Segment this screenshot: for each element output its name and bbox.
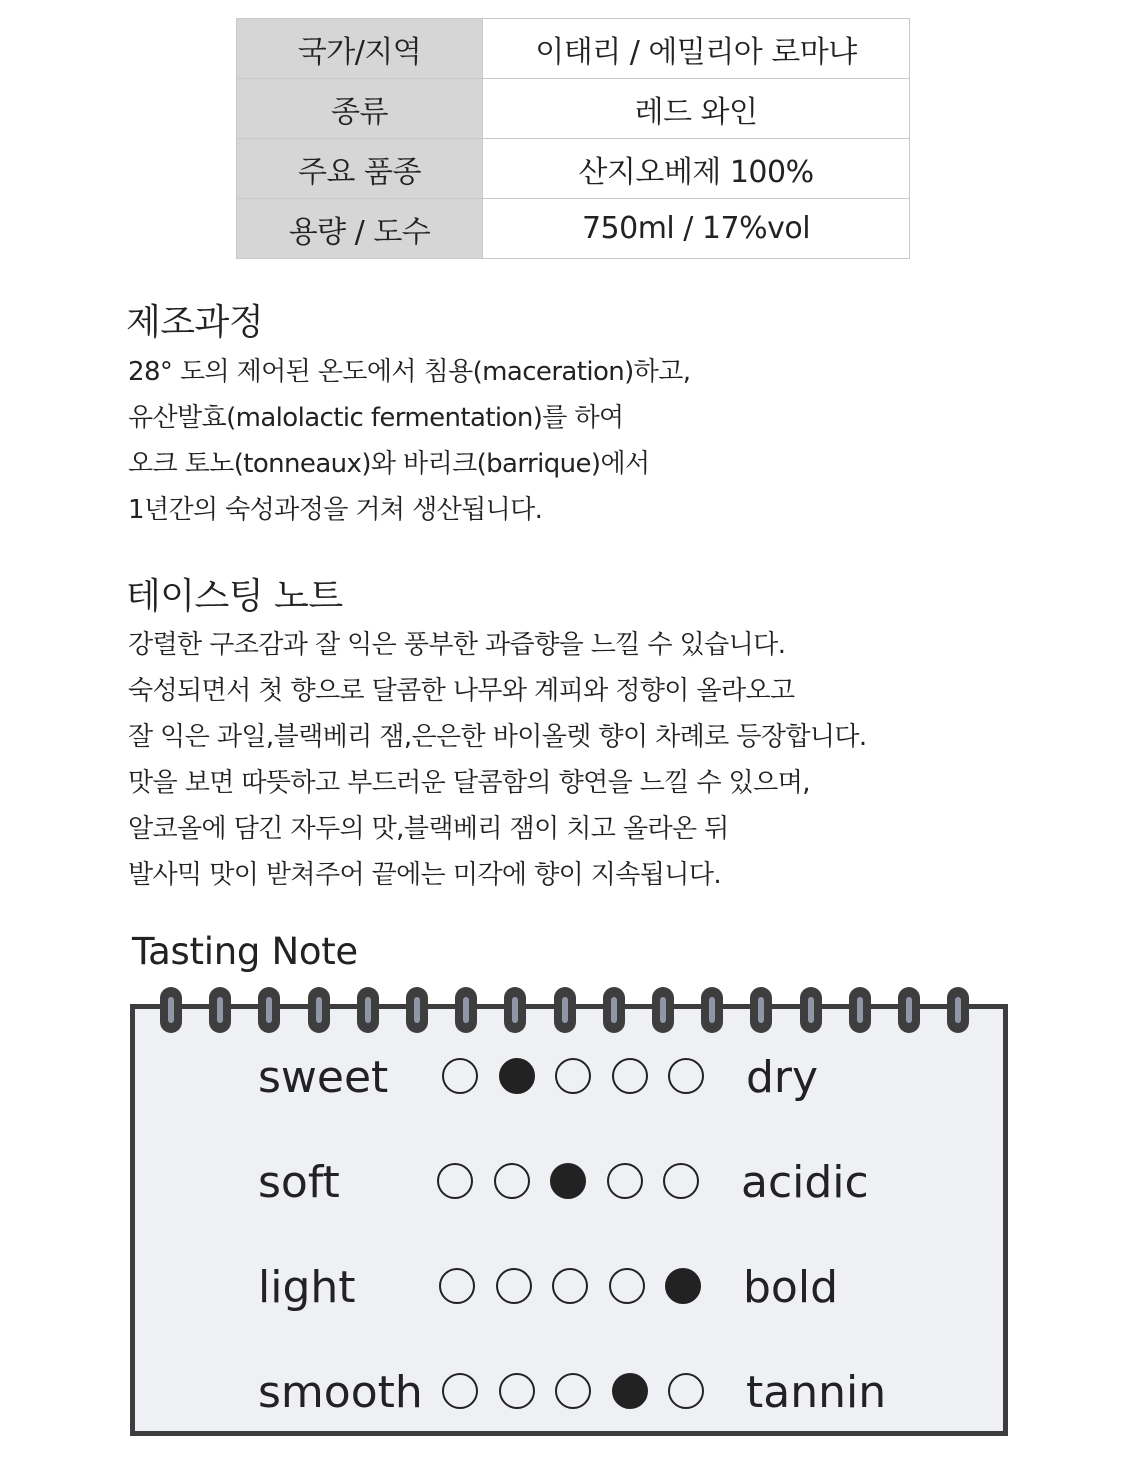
binding-ring [406,987,428,1033]
rating-dot-empty [439,1268,475,1304]
spiral-binding [160,987,980,1035]
tasting-line: 발사믹 맛이 받쳐주어 끝에는 미각에 향이 지속됩니다. [128,860,722,890]
rating-dot-empty [607,1163,643,1199]
binding-ring [357,987,379,1033]
spec-value: 레드 와인 [483,79,910,139]
process-line: 1년간의 숙성과정을 거쳐 생산됩니다. [128,495,543,525]
binding-ring [701,987,723,1033]
rating-dot-empty [494,1163,530,1199]
rating-dot-filled [499,1058,535,1094]
binding-ring [554,987,576,1033]
rating-dot-filled [550,1163,586,1199]
binding-ring [209,987,231,1033]
scale-row-smooth-tannin [0,1363,1145,1423]
binding-ring [603,987,625,1033]
scale-left-label: soft [258,1157,340,1208]
tasting-notes-text [128,622,867,898]
binding-ring [504,987,526,1033]
rating-dot-filled [665,1268,701,1304]
spec-label: 용량 / 도수 [237,199,483,259]
tasting-line: 알코올에 담긴 자두의 맛,블랙베리 잼이 치고 올라온 뒤 [128,814,729,844]
spec-row-region [237,19,910,79]
spec-row-volume [237,199,910,259]
rating-dot-empty [442,1373,478,1409]
spec-value: 이태리 / 에밀리아 로마냐 [483,19,910,79]
rating-dot-empty [552,1268,588,1304]
spec-row-variety [237,139,910,199]
tasting-line: 강렬한 구조감과 잘 익은 풍부한 과즙향을 느낄 수 있습니다. [128,630,786,660]
rating-dot-empty [496,1268,532,1304]
rating-dot-empty [609,1268,645,1304]
binding-ring [160,987,182,1033]
scale-left-label: smooth [258,1367,423,1418]
scale-left-label: light [258,1262,356,1313]
rating-dot-empty [668,1373,704,1409]
binding-ring [898,987,920,1033]
process-line: 오크 토노(tonneaux)와 바리크(barrique)에서 [128,449,650,479]
rating-dot-empty [555,1058,591,1094]
process-line: 28° 도의 제어된 온도에서 침용(maceration)하고, [128,357,691,387]
scale-row-sweet-dry [0,1048,1145,1108]
spec-row-type [237,79,910,139]
rating-dot-empty [437,1163,473,1199]
rating-dot-empty [442,1058,478,1094]
scale-right-label: bold [743,1262,839,1313]
binding-ring [947,987,969,1033]
binding-ring [258,987,280,1033]
process-line: 유산발효(malolactic fermentation)를 하여 [128,403,624,433]
scale-right-label: dry [746,1052,819,1103]
spec-label: 국가/지역 [237,19,483,79]
binding-ring [308,987,330,1033]
spec-value: 750ml / 17%vol [483,199,910,259]
binding-ring [800,987,822,1033]
tasting-line: 잘 익은 과일,블랙베리 잼,은은한 바이올렛 향이 차례로 등장합니다. [128,722,867,752]
rating-dot-empty [555,1373,591,1409]
rating-dot-empty [668,1058,704,1094]
spec-table [236,18,910,259]
binding-ring [652,987,674,1033]
scale-right-label: acidic [741,1157,869,1208]
binding-ring [455,987,477,1033]
rating-dot-empty [663,1163,699,1199]
tasting-card-title: Tasting Note [132,930,358,973]
spec-label: 주요 품종 [237,139,483,199]
rating-dot-empty [499,1373,535,1409]
tasting-line: 숙성되면서 첫 향으로 달콤한 나무와 계피와 정향이 올라오고 [128,676,795,706]
binding-ring [849,987,871,1033]
spec-label: 종류 [237,79,483,139]
scale-row-soft-acidic [0,1153,1145,1213]
binding-ring [750,987,772,1033]
scale-right-label: tannin [746,1367,887,1418]
spec-value: 산지오베제 100% [483,139,910,199]
tasting-notes-title: 테이스팅 노트 [126,576,343,617]
rating-dot-filled [612,1373,648,1409]
process-text [128,349,690,533]
scale-left-label: sweet [258,1052,389,1103]
rating-dot-empty [612,1058,648,1094]
tasting-line: 맛을 보면 따뜻하고 부드러운 달콤함의 향연을 느낄 수 있으며, [128,768,810,798]
scale-row-light-bold [0,1258,1145,1318]
process-title: 제조과정 [126,302,264,343]
